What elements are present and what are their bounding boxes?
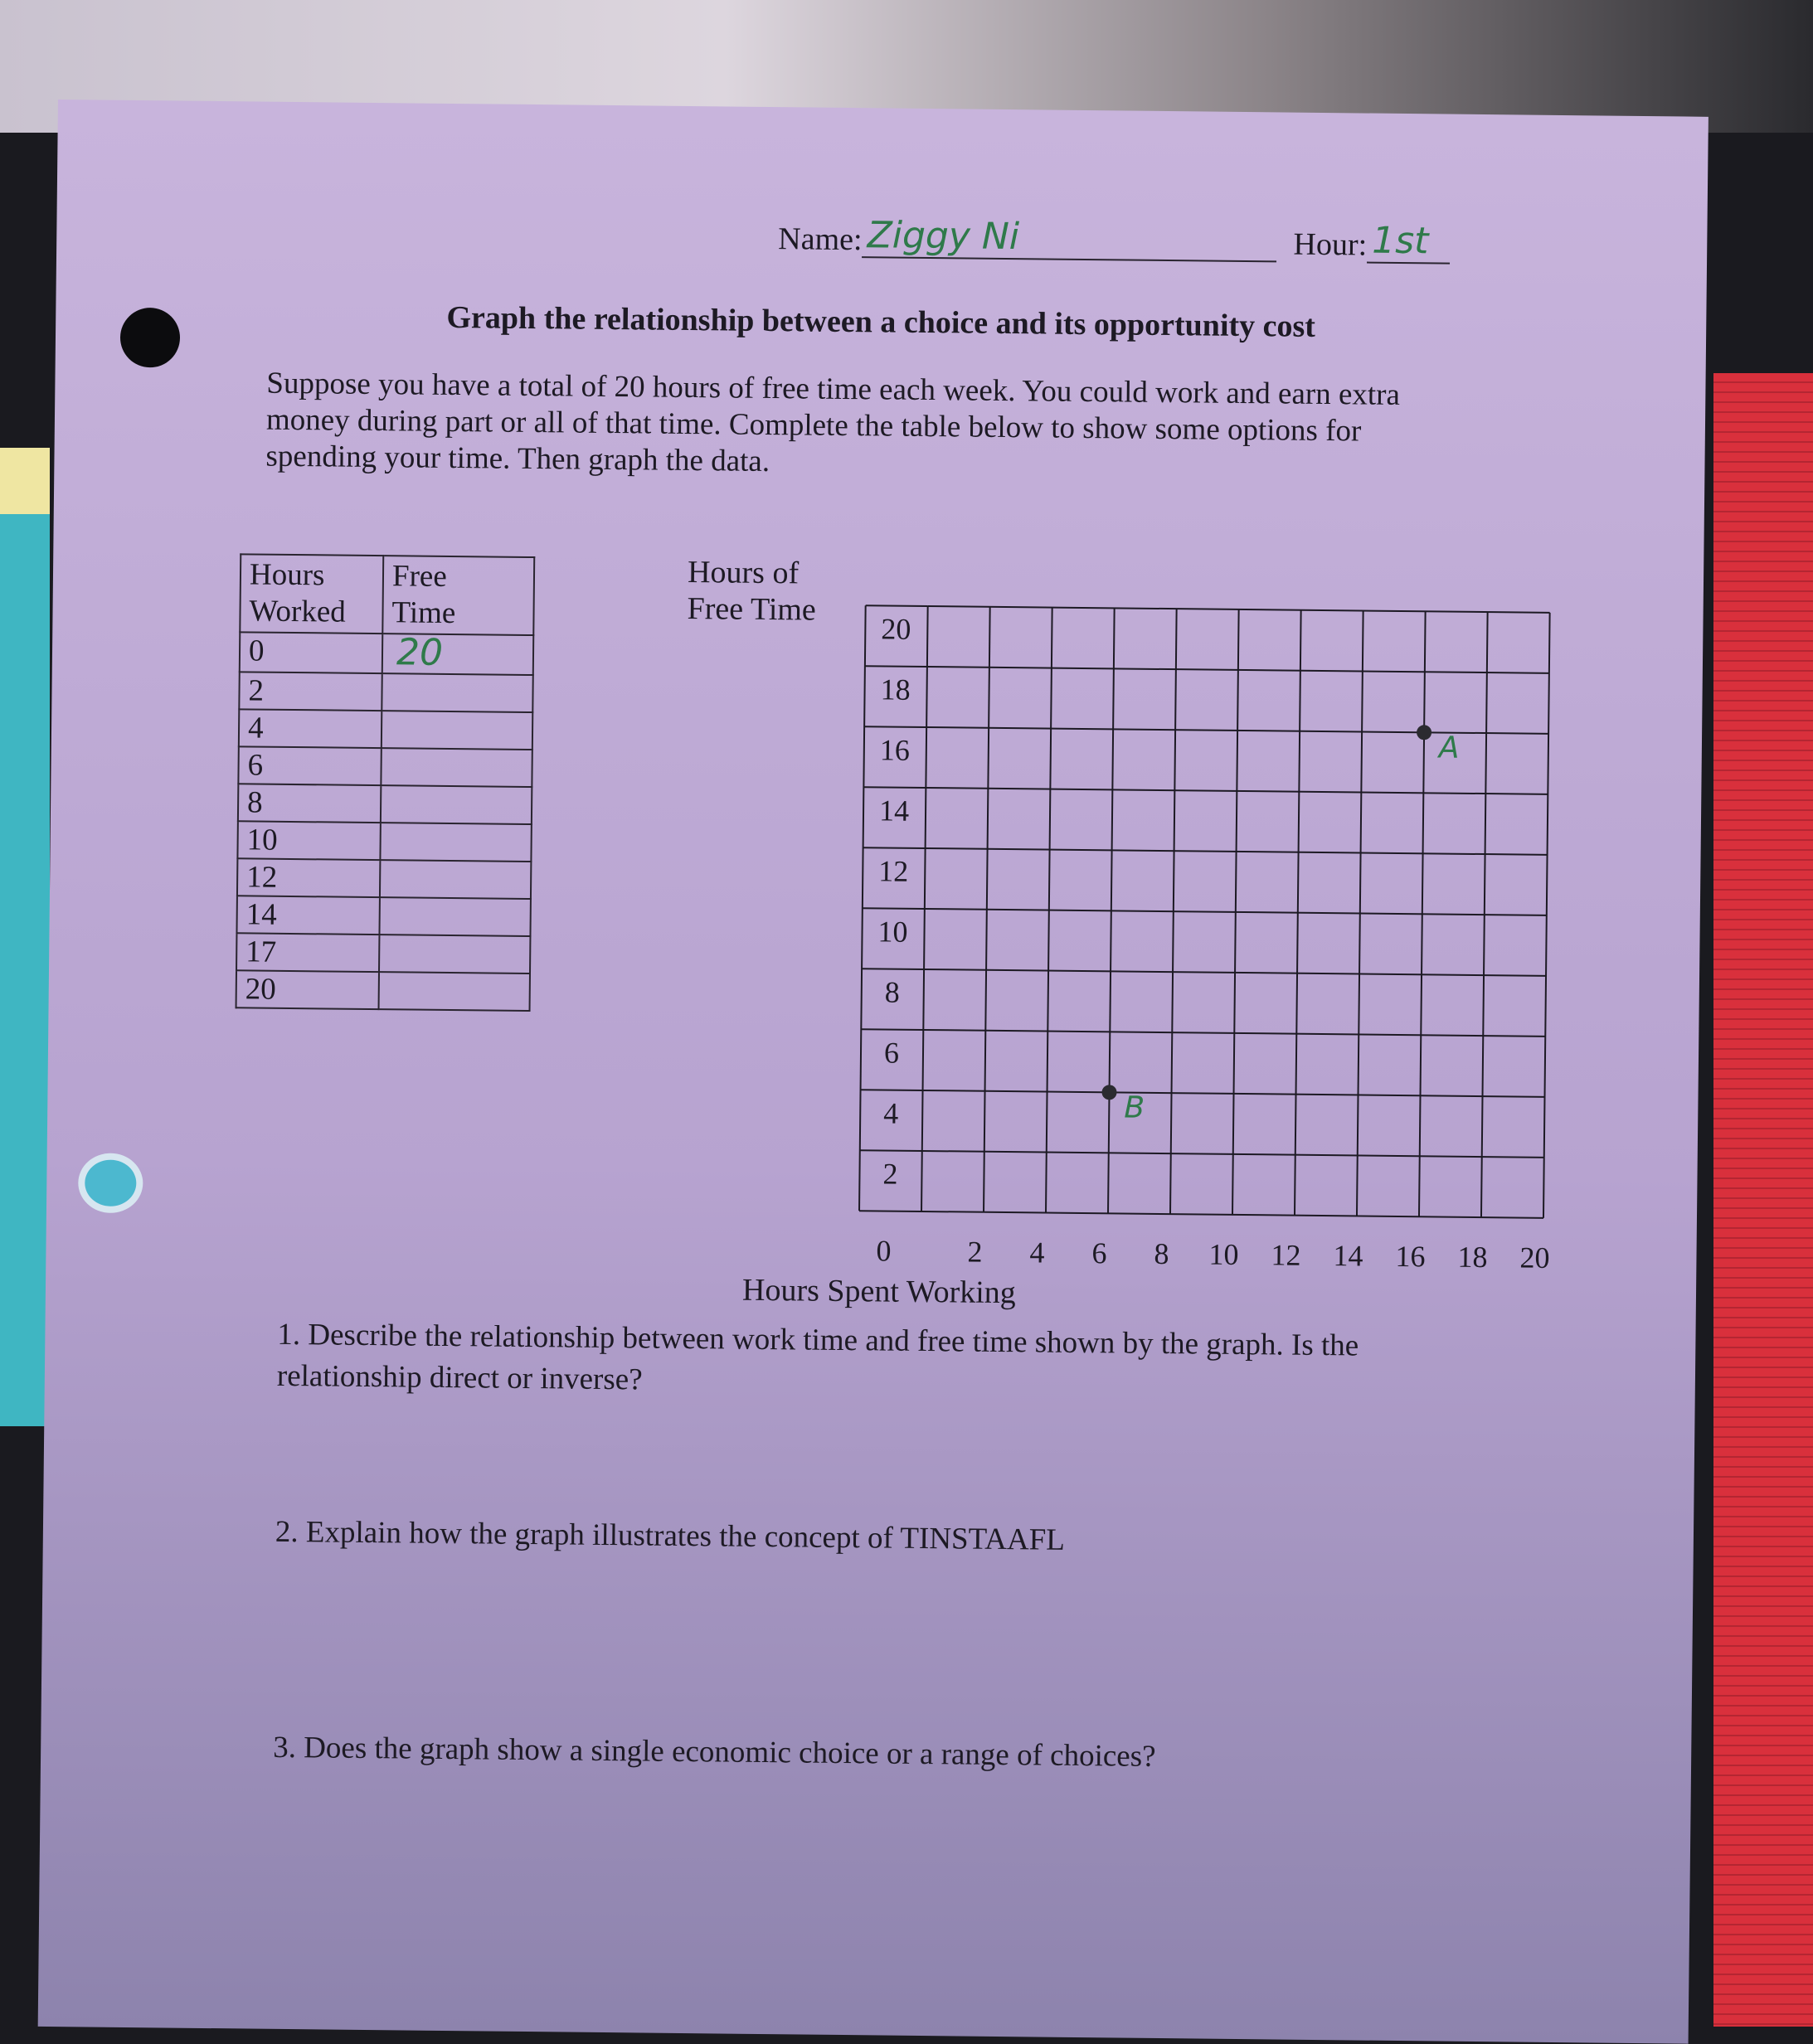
hours-worked-cell: 20	[236, 970, 379, 1009]
y-tick-label: 16	[879, 733, 911, 767]
y-tick-label: 12	[878, 854, 909, 888]
table-row	[237, 821, 531, 862]
table-row	[239, 672, 532, 712]
free-time-cell[interactable]	[382, 711, 532, 750]
data-point-label-b: B	[1124, 1090, 1145, 1125]
x-tick-label: 0	[876, 1234, 892, 1268]
hours-worked-cell: 10	[237, 821, 380, 860]
table-header-row	[240, 554, 534, 635]
hours-worked-cell: 0	[240, 632, 382, 673]
table-header-free-time: Free Time	[382, 556, 534, 635]
name-hour-line	[778, 213, 1450, 264]
x-tick-label: 14	[1333, 1239, 1363, 1273]
table-row	[238, 746, 532, 787]
axis-label-row-line	[860, 1150, 922, 1151]
hours-worked-cell: 2	[239, 672, 382, 711]
table-header-hours-worked: Hours Worked	[240, 554, 383, 634]
hours-worked-cell: 4	[239, 709, 382, 748]
x-tick-label: 12	[1271, 1238, 1301, 1272]
x-tick-label: 16	[1395, 1239, 1426, 1274]
x-tick-label: 8	[1154, 1236, 1169, 1271]
free-time-cell[interactable]	[379, 972, 530, 1011]
x-axis-label: Hours Spent Working	[741, 1272, 1017, 1311]
y-tick-label: 4	[883, 1096, 899, 1130]
axis-label-row-line	[863, 787, 926, 788]
table-row	[236, 896, 530, 936]
punch-hole-bottom	[78, 1153, 143, 1213]
hours-worked-cell: 14	[236, 896, 379, 935]
free-time-cell[interactable]	[380, 823, 531, 862]
free-time-cell[interactable]	[379, 935, 530, 973]
x-tick-label: 10	[1208, 1237, 1239, 1271]
x-tick-label: 20	[1519, 1240, 1550, 1274]
hours-worked-cell: 12	[237, 858, 380, 897]
y-tick-label: 18	[880, 672, 911, 706]
axis-label-row-line	[866, 605, 928, 606]
axis-label-row-line	[864, 726, 926, 727]
data-point-label-a: A	[1438, 731, 1460, 765]
intro-paragraph: Suppose you have a total of 20 hours of free time each week. You could work and earn extra money during part or all of that time. Complete the table below to show some options for spending your time. Then graph the data.	[265, 366, 1401, 479]
free-time-graph[interactable]	[842, 539, 1563, 1276]
background-yellow-paper	[0, 448, 50, 522]
table-row	[236, 933, 530, 973]
x-tick-label: 4	[1029, 1236, 1045, 1270]
worksheet-page	[38, 100, 1708, 2044]
hours-worked-cell: 17	[236, 933, 379, 972]
x-tick-label: 2	[967, 1235, 983, 1269]
y-tick-label: 8	[884, 975, 900, 1009]
free-time-cell[interactable]	[380, 860, 531, 899]
table-row	[238, 784, 532, 824]
name-field[interactable]	[862, 214, 1277, 262]
background-red-binder	[1713, 373, 1813, 2027]
y-tick-label: 2	[882, 1157, 898, 1191]
x-tick-label: 18	[1457, 1240, 1488, 1274]
worksheet-title: Graph the relationship between a choice and its opportunity cost	[446, 299, 1316, 344]
axis-label-row-line	[863, 908, 925, 909]
table-row	[236, 970, 530, 1011]
table-row	[237, 858, 531, 899]
data-point-a	[1417, 725, 1431, 740]
axis-label-row-line	[863, 847, 926, 848]
y-tick-label: 6	[883, 1036, 900, 1070]
free-time-value: 20	[396, 631, 444, 674]
question-3: 3. Does the graph show a single economic choice or a range of choices?	[272, 1730, 1156, 1774]
background-teal-folder	[0, 514, 50, 1426]
free-time-cell[interactable]	[382, 673, 532, 712]
free-time-cell[interactable]	[381, 785, 532, 824]
hour-field[interactable]	[1367, 220, 1451, 265]
y-tick-label: 20	[881, 612, 911, 646]
question-2: 2. Explain how the graph illustrates the concept of TINSTAAFL	[275, 1514, 1066, 1557]
axis-label-row-line	[865, 666, 927, 667]
name-value: Ziggy Ni	[867, 214, 1020, 259]
hour-label: Hour:	[1293, 226, 1368, 263]
free-time-cell[interactable]	[379, 897, 530, 936]
table-row	[240, 632, 533, 675]
name-label: Name:	[778, 221, 863, 258]
axis-label-row-line	[861, 1029, 923, 1030]
free-time-cell[interactable]	[381, 748, 532, 787]
question-1: 1. Describe the relationship between work time and free time shown by the graph. Is the relationship direct or inverse?	[276, 1317, 1359, 1397]
free-time-cell[interactable]	[382, 631, 533, 675]
y-tick-label: 10	[877, 915, 908, 949]
hours-worked-cell: 6	[238, 746, 381, 785]
hour-value: 1st	[1371, 219, 1429, 263]
x-tick-label: 6	[1091, 1236, 1107, 1270]
y-tick-label: 14	[878, 794, 910, 828]
hours-worked-cell: 8	[238, 784, 381, 823]
table-row	[239, 709, 532, 750]
hours-table	[236, 553, 536, 1012]
data-point-b	[1101, 1085, 1116, 1100]
y-axis-label: Hours of Free Time	[687, 554, 817, 628]
